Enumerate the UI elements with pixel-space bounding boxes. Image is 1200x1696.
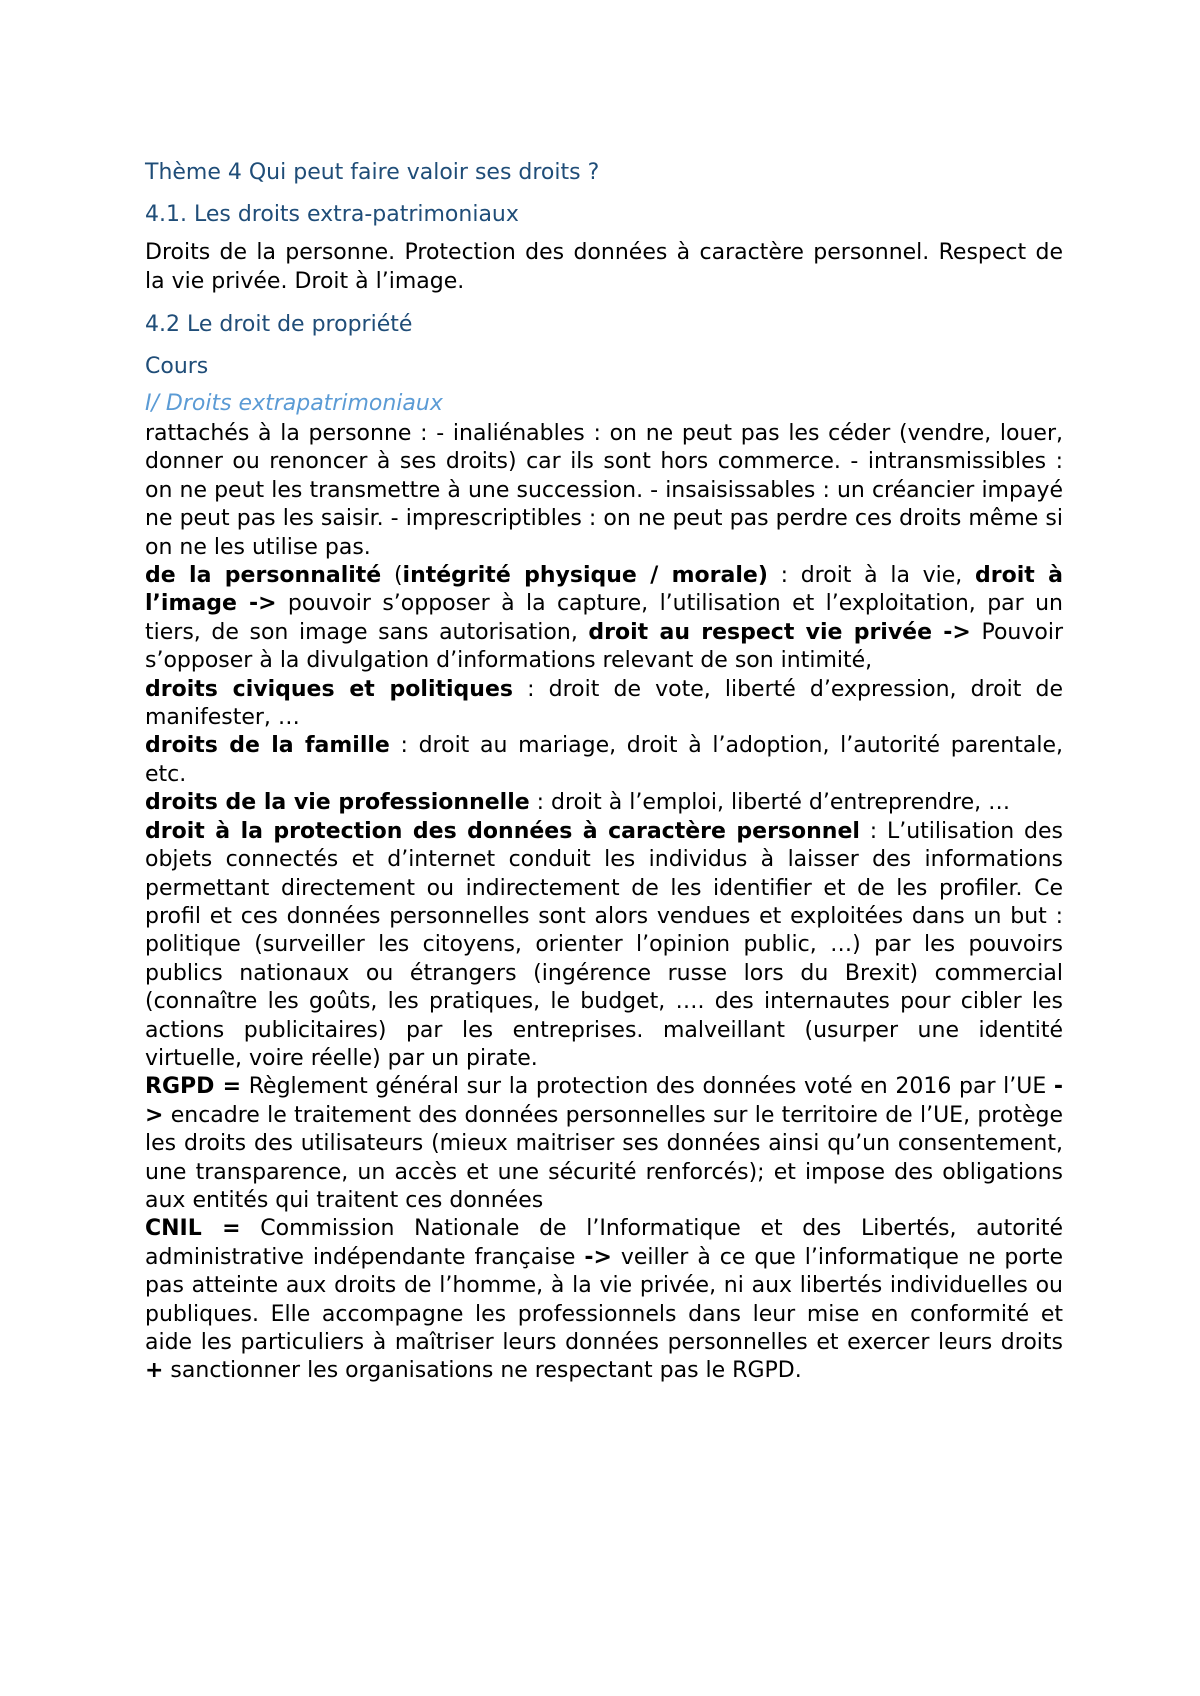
bold-term: -> bbox=[145, 1074, 1064, 1128]
paragraph-professionnelle bbox=[145, 789, 1063, 817]
document-body bbox=[145, 158, 1063, 1386]
paragraph-civiques bbox=[145, 676, 1063, 733]
section-2-title: 4.2 Le droit de propriété bbox=[145, 312, 413, 337]
paragraph-famille bbox=[145, 732, 1063, 789]
text-run: Pouvoir s’opposer à la divulgation d’informations relevant de son intimité, bbox=[145, 619, 1064, 674]
cours-label: Cours bbox=[145, 354, 209, 379]
text-run: sanctionner les organisations ne respectant pas le RGPD. bbox=[163, 1358, 802, 1384]
paragraph-personnalite bbox=[145, 562, 1063, 676]
text-run: Commission Nationale de l’Informatique et des Libertés, autorité administrative indépendante française bbox=[145, 1216, 1063, 1270]
text-run: : droit à l’emploi, liberté d’entreprendre, … bbox=[529, 790, 1011, 816]
paragraph-donnees bbox=[145, 818, 1063, 1074]
text-run: : droit à la vie, bbox=[767, 563, 975, 589]
bold-term: + bbox=[145, 1358, 164, 1384]
text-run: Règlement général sur la protection des données voté en 2016 par l’UE bbox=[241, 1074, 1054, 1100]
bold-term: RGPD = bbox=[145, 1074, 242, 1100]
text-run: ( bbox=[381, 563, 403, 589]
text-run: : L’utilisation des objets connectés et d’internet conduit les individus à laisser des informations permettant directement ou indirectement de les identifier et de les profiler. Ce profil et ces données personnelles sont alors vendues et exploitées dans un but : politique (surveiller les citoyens, orienter l’opinion public, …) par les pouvoirs publics nationaux ou étrangers (ingérence russe lors du Brexit) commercial (connaître les goûts, les pratiques, le budget, …. des internautes pour cibler les actions publicitaires) par les entreprises. malveillant (usurper une identité virtuelle, voire réelle) par un pirate. bbox=[145, 818, 1063, 1071]
section-1-text: Droits de la personne. Protection des données à caractère personnel. Respect de la vie privée. Droit à l’image. bbox=[145, 240, 1063, 294]
text-run: : droit au mariage, droit à l’adoption, l’autorité parentale, etc. bbox=[145, 733, 1063, 787]
paragraph-rattaches: rattachés à la personne : - inaliénables : on ne peut pas les céder (vendre, louer, donner ou renoncer à ses droits) car ils sont hors commerce. - intransmissibles : on ne peut les transmettre à une succession. - insaisissables : un créancier impayé ne peut pas les saisir. - imprescriptibles : on ne peut pas perdre ces droits même si on ne les utilise pas. bbox=[145, 421, 1063, 560]
bold-term: intégrité physique / morale) bbox=[402, 563, 768, 589]
paragraph-cnil bbox=[145, 1215, 1063, 1385]
bold-term: de la personnalité bbox=[145, 563, 382, 589]
bold-term: droit à la protection des données à caractère personnel bbox=[145, 818, 860, 844]
bold-term: droit à l’image -> bbox=[145, 563, 1063, 617]
text-run: pouvoir s’opposer à la capture, l’utilisation et l’exploitation, par un tiers, de son image sans autorisation, bbox=[145, 591, 1063, 645]
bold-term: CNIL = bbox=[145, 1216, 241, 1242]
bold-term: droits civiques et politiques bbox=[145, 676, 513, 702]
paragraph-rgpd bbox=[145, 1073, 1063, 1215]
bold-term: droits de la vie professionnelle bbox=[145, 790, 530, 816]
bold-term: droit au respect vie privée -> bbox=[588, 619, 971, 645]
section-1-title: 4.1. Les droits extra-patrimoniaux bbox=[145, 202, 519, 227]
theme-title: Thème 4 Qui peut faire valoir ses droits ? bbox=[145, 160, 600, 185]
bold-term: -> bbox=[584, 1244, 612, 1270]
text-run: : droit de vote, liberté d’expression, droit de manifester, … bbox=[145, 676, 1063, 731]
text-run: veiller à ce que l’informatique ne porte pas atteinte aux droits de l’homme, à la vie privée, ni aux libertés individuelles ou publiques. Elle accompagne les professionnels dans leur mise en conformité et aide les particuliers à maîtriser leurs données personnelles et exercer leurs droits bbox=[145, 1244, 1063, 1355]
subsection-title: I/ Droits extrapatrimoniaux bbox=[145, 391, 443, 416]
bold-term: droits de la famille bbox=[145, 733, 390, 759]
text-run: encadre le traitement des données personnelles sur le territoire de l’UE, protège les droits des utilisateurs (mieux maitriser ses données ainsi qu’un consentement, une transparence, un accès et une sécurité renforcés); et impose des obligations aux entités qui traitent ces données bbox=[145, 1102, 1063, 1213]
